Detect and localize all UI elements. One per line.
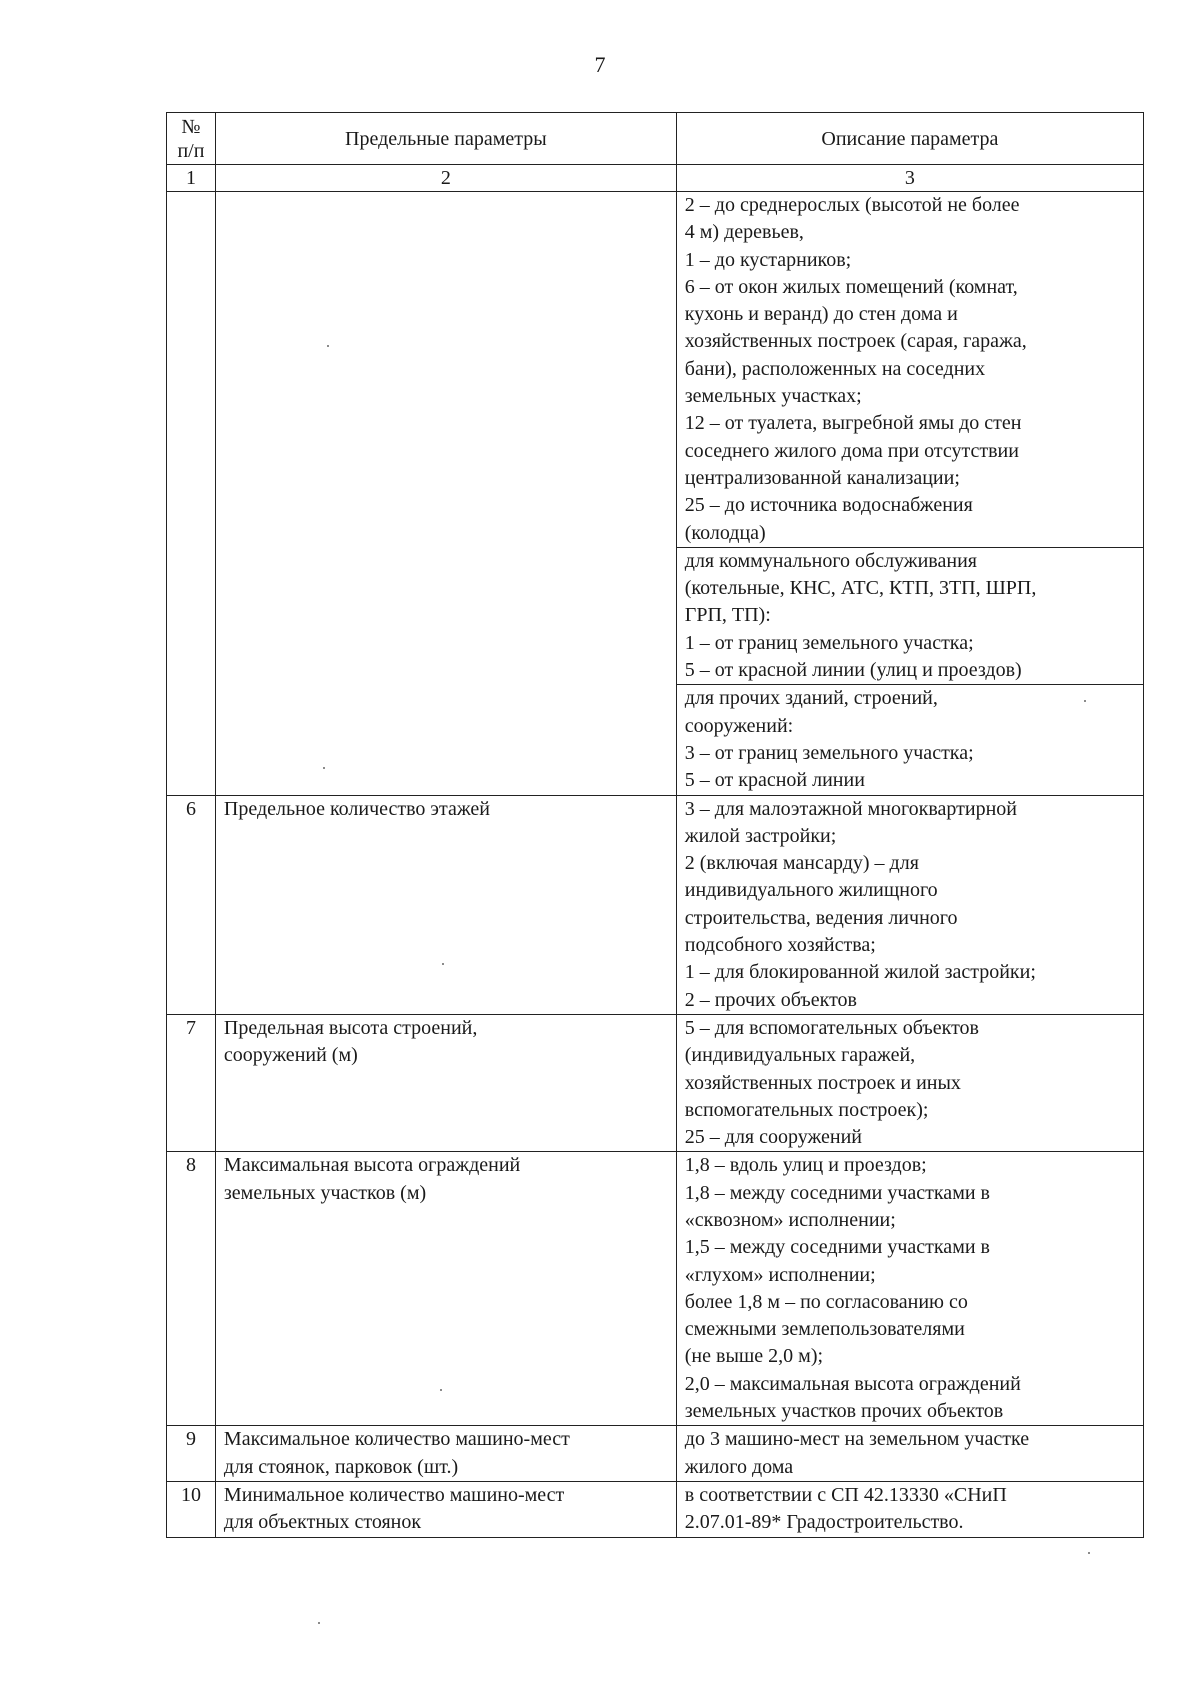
row-number: 8 [167,1152,216,1426]
description-line: 2,0 – максимальная высота ограждений [684,1372,1021,1395]
description-line: земельных участков прочих объектов [684,1400,1004,1423]
scan-speck [442,963,444,965]
parameter-line: для стоянок, парковок (шт.) [223,1455,459,1478]
scan-speck [327,345,329,347]
description-line: (индивидуальных гаражей, [684,1044,916,1067]
description-line: 3 – от границ земельного участка; [684,741,974,764]
scan-speck [1088,1552,1090,1554]
description-line: централизованной канализации; [684,466,960,489]
description-line: 2.07.01-89* Градостроительство. [684,1511,964,1534]
description-line: 5 – для вспомогательных объектов [684,1016,979,1039]
description-line: кухонь и веранд) до стен дома и [684,303,958,326]
parameter-cell [215,1014,676,1151]
description-line: 1,8 – между соседними участками в [684,1181,990,1204]
table-row [167,1014,1144,1151]
description-line: 5 – от красной линии [684,769,865,792]
parameter-cell [215,1426,676,1482]
description-line: 2 – прочих объектов [684,988,857,1011]
parameter-line: земельных участков (м) [223,1181,427,1204]
description-line: (котельные, КНС, АТС, КТП, 3ТП, ШРП, [684,577,1037,600]
description-cell [676,795,1143,1014]
description-line: вспомогательных построек); [684,1098,929,1121]
description-line: 1 – для блокированной жилой застройки; [684,961,1036,984]
description-line: более 1,8 м – по согласованию со [684,1290,968,1313]
description-line: (не выше 2,0 м); [684,1345,824,1368]
description-line: ГРП, ТП): [684,604,771,627]
description-line: строительства, ведения личного [684,906,958,929]
description-line: смежными землепользователями [684,1318,965,1341]
description-line: 5 – от красной линии (улиц и проездов) [684,659,1022,682]
scan-speck [440,1389,442,1391]
row-number: 10 [167,1481,216,1537]
parameters-table [166,112,1144,1538]
description-line: 6 – от окон жилых помещений (комнат, [684,275,1018,298]
parameter-line: для объектных стоянок [223,1511,422,1534]
description-cell [676,1426,1143,1482]
continued-param-cell [215,192,676,796]
continued-desc-cell [676,192,1143,548]
description-line: 2 – до среднерослых (высотой не более [684,194,1020,216]
row-number: 7 [167,1014,216,1151]
description-line: для коммунального обслуживания [684,549,977,572]
description-line: 2 (включая мансарду) – для [684,852,919,875]
description-line: 1 – до кустарников; [684,248,852,271]
description-line: хозяйственных построек (сарая, гаража, [684,330,1027,353]
column-number-2: 2 [215,165,676,192]
header-number: № п/п [167,113,216,165]
continued-number-cell [167,192,216,796]
scan-speck [323,767,325,769]
description-line: «сквозном» исполнении; [684,1208,896,1231]
description-line: жилого дома [684,1455,794,1478]
parameter-line: сооружений (м) [223,1044,358,1067]
description-line: (колодца) [684,521,766,544]
column-number-row [167,165,1144,192]
description-cell [676,1481,1143,1537]
table-row [167,1481,1144,1537]
description-line: в соответствии с СП 42.13330 «СНиП [684,1483,1007,1506]
header-parameters: Предельные параметры [215,113,676,165]
description-line: 1,5 – между соседними участками в [684,1236,990,1259]
parameter-line: Предельное количество этажей [223,797,490,820]
description-line: 25 – до источника водоснабжения [684,494,973,517]
row-number: 9 [167,1426,216,1482]
description-line: 12 – от туалета, выгребной ямы до стен [684,412,1022,435]
description-line: «глухом» исполнении; [684,1263,876,1286]
header-description: Описание параметра [676,113,1143,165]
column-number-3: 3 [676,165,1143,192]
continued-desc-cell [676,685,1143,795]
page-number: 7 [594,52,606,77]
parameter-cell [215,1152,676,1426]
table-row-continued [167,192,1144,548]
description-line: 1,8 – вдоль улиц и проездов; [684,1154,927,1177]
description-line: земельных участках; [684,385,862,408]
description-line: подсобного хозяйства; [684,934,876,957]
description-line: сооружений: [684,714,794,737]
description-line: индивидуального жилищного [684,879,938,902]
parameter-line: Предельная высота строений, [223,1016,478,1039]
description-line: 1 – от границ земельного участка; [684,631,974,654]
parameter-cell [215,795,676,1014]
continued-desc-cell [676,547,1143,684]
description-line: соседнего жилого дома при отсутствии [684,439,1019,462]
description-line: бани), расположенных на соседних [684,357,986,380]
parameter-line: Максимальное количество машино-мест [223,1428,570,1451]
description-line: 25 – для сооружений [684,1126,863,1149]
description-line: 3 – для малоэтажной многоквартирной [684,797,1018,820]
description-line: 4 м) деревьев, [684,221,804,244]
parameter-cell [215,1481,676,1537]
parameter-line: Минимальное количество машино-мест [223,1483,565,1506]
column-number-1: 1 [167,165,216,192]
table-row [167,1152,1144,1426]
table-row [167,795,1144,1014]
scan-speck [318,1622,320,1624]
parameter-line: Максимальная высота ограждений [223,1154,521,1177]
description-line: хозяйственных построек и иных [684,1071,961,1094]
table-row [167,1426,1144,1482]
description-line: жилой застройки; [684,824,837,847]
description-cell [676,1014,1143,1151]
description-line: до 3 машино-мест на земельном участке [684,1428,1030,1451]
table-header-row [167,113,1144,165]
scan-speck [1084,700,1086,702]
description-cell [676,1152,1143,1426]
description-line: для прочих зданий, строений, [684,687,938,710]
row-number: 6 [167,795,216,1014]
